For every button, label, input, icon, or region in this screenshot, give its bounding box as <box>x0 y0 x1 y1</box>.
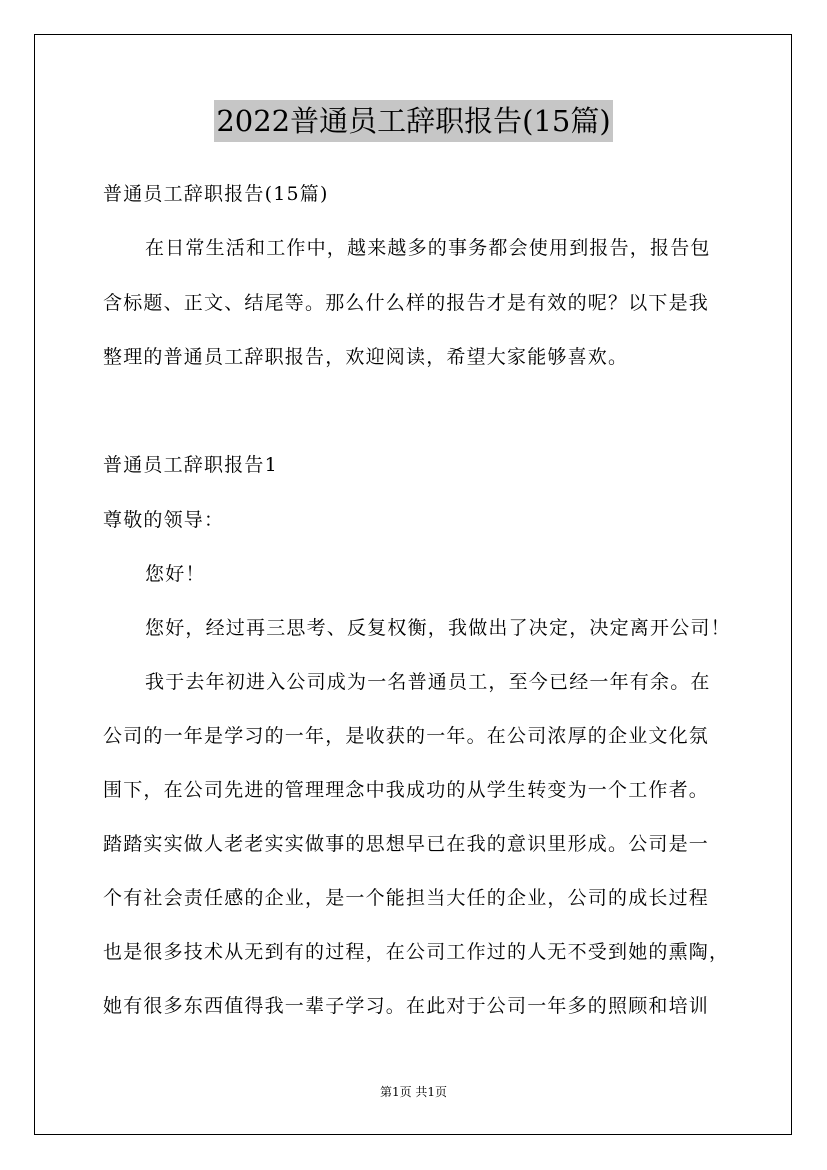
paragraph-1: 您好，经过再三思考、反复权衡，我做出了决定，决定离开公司！ <box>145 617 731 639</box>
paragraph-2-line-2: 公司的一年是学习的一年，是收获的一年。在公司浓厚的企业文化氛 <box>103 725 710 747</box>
section-heading: 普通员工辞职报告1 <box>103 454 278 476</box>
paragraph-2-line-5: 个有社会责任感的企业，是一个能担当大任的企业，公司的成长过程 <box>103 887 710 909</box>
paragraph-2-line-6: 也是很多技术从无到有的过程，在公司工作过的人无不受到她的熏陶， <box>103 941 730 963</box>
paragraph-2-line-7: 她有很多东西值得我一辈子学习。在此对于公司一年多的照顾和培训 <box>103 995 710 1017</box>
document-subtitle: 普通员工辞职报告(15篇) <box>103 183 329 205</box>
greeting: 您好！ <box>145 563 206 585</box>
page-footer: 第1页 共1页 <box>379 1085 448 1099</box>
paragraph-2-line-1: 我于去年初进入公司成为一名普通员工，至今已经一年有余。在 <box>145 671 711 693</box>
intro-line-2: 含标题、正文、结尾等。那么什么样的报告才是有效的呢？以下是我 <box>103 292 710 314</box>
document-title: 2022普通员工辞职报告(15篇) <box>214 100 612 142</box>
paragraph-2-line-4: 踏踏实实做人老老实实做事的思想早已在我的意识里形成。公司是一 <box>103 833 710 855</box>
intro-line-1: 在日常生活和工作中，越来越多的事务都会使用到报告，报告包 <box>145 237 711 259</box>
salutation: 尊敬的领导： <box>103 509 225 531</box>
paragraph-2-line-3: 围下，在公司先进的管理理念中我成功的从学生转变为一个工作者。 <box>103 779 710 801</box>
intro-line-3: 整理的普通员工辞职报告，欢迎阅读，希望大家能够喜欢。 <box>103 346 629 368</box>
title-container <box>0 100 827 142</box>
